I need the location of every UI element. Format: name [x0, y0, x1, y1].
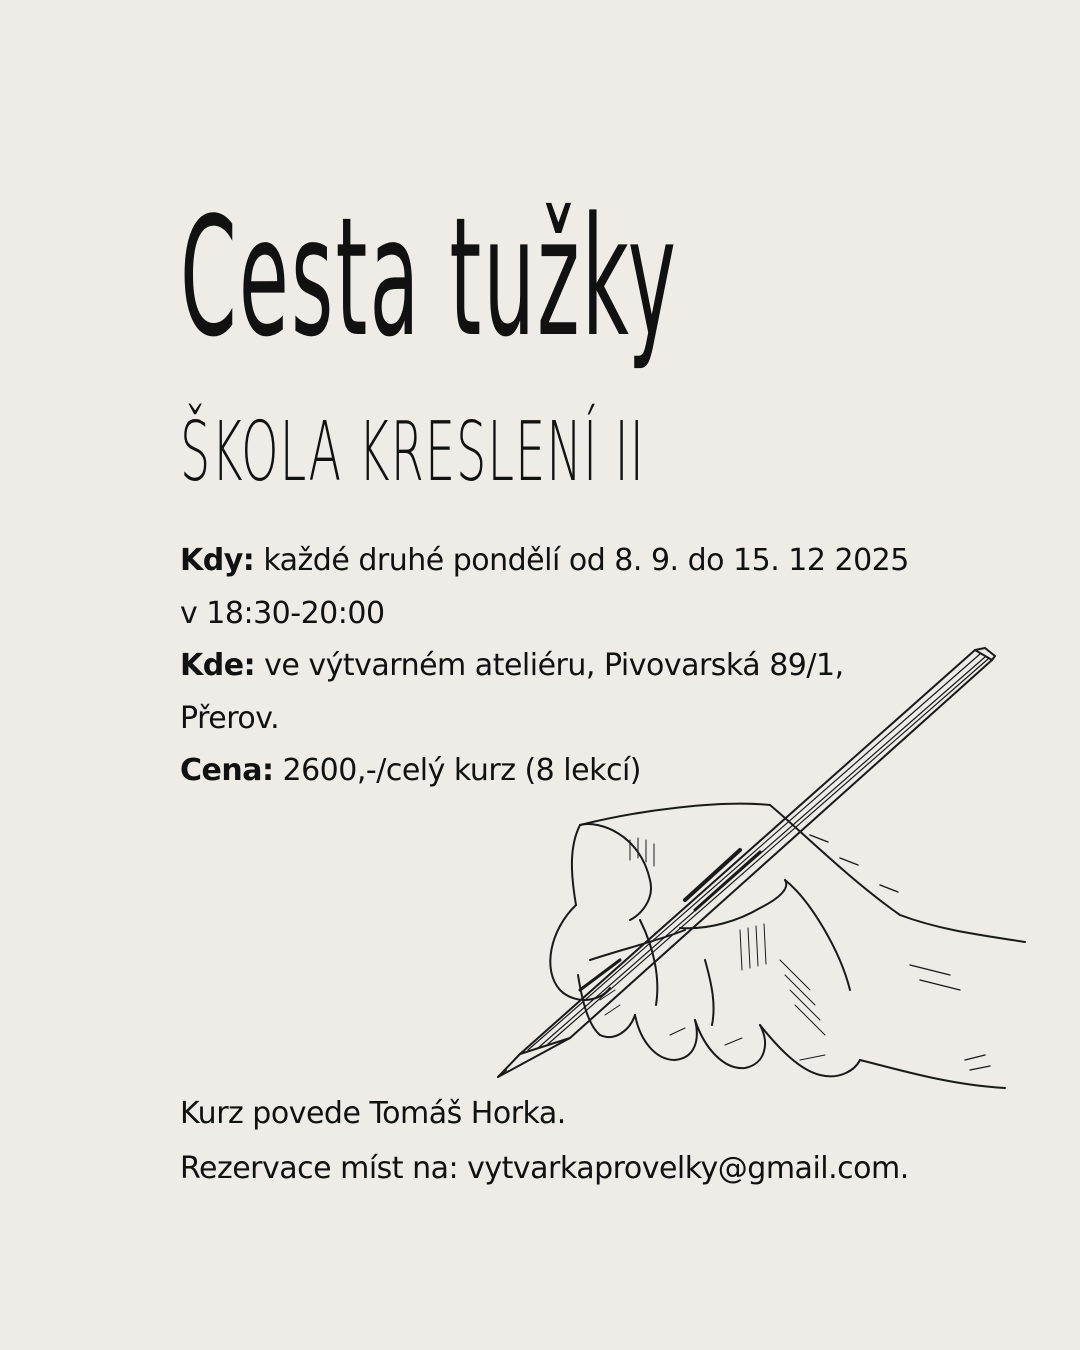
course-details — [180, 535, 940, 798]
page-title: Cesta tužky — [180, 182, 679, 373]
price-label: Cena: — [180, 753, 274, 788]
page-subtitle: ŠKOLA KRESLENÍ II — [180, 405, 645, 500]
price-text: 2600,-/celý kurz (8 lekcí) — [273, 753, 642, 788]
reservation-text: Rezervace míst na: vytvarkaprovelky@gmail.com. — [180, 1151, 909, 1186]
when-time: v 18:30-20:00 — [180, 595, 385, 631]
when-label: Kdy: — [180, 543, 255, 578]
price-line — [180, 745, 940, 798]
where-line — [180, 640, 940, 693]
where-text: ve výtvarném ateliéru, Pivovarská 89/1, — [255, 648, 844, 683]
where-label: Kde: — [180, 648, 256, 683]
when-line — [180, 535, 940, 588]
lecturer-text: Kurz povede Tomáš Horka. — [180, 1096, 566, 1131]
when-text: každé druhé pondělí od 8. 9. do 15. 12 2025 — [254, 543, 909, 578]
where-city: Přerov. — [180, 700, 280, 736]
footer-info — [180, 1086, 1000, 1196]
